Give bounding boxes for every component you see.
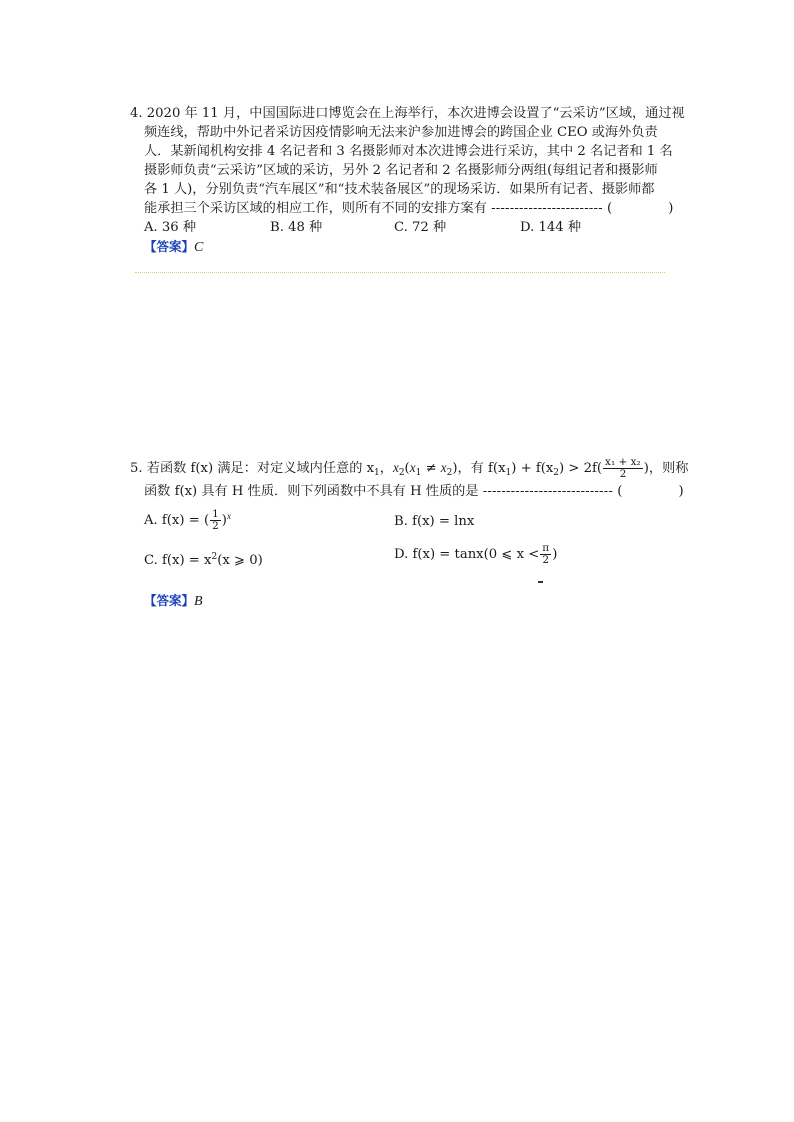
q4-text-4: 摄影师负责“云采访”区域的采访，另外 2 名记者和 2 名摄影师分两组(每组记者和摄影师 bbox=[144, 163, 658, 178]
q5-option-a-den: 2 bbox=[212, 520, 219, 532]
stray-mark bbox=[538, 581, 543, 583]
q5-option-d-num: π bbox=[542, 542, 550, 554]
q5-option-d bbox=[394, 543, 557, 566]
q4-option-c: C. 72 种 bbox=[394, 220, 447, 235]
q4-line-6 bbox=[130, 199, 674, 218]
q5-option-a-num: 1 bbox=[212, 508, 219, 520]
q4-line-4 bbox=[130, 161, 670, 180]
q5-line-1: 5. 若函数 f(x) 满足：对定义域内任意的 $x_1$，$x_2(x_1 \ne x_2)$，有 $f(x_1) + f(x_2) > 2f$( $\frac{\text{x₁ + x₂}}{2}$ )，则称 bbox=[130, 456, 689, 480]
question-4 bbox=[130, 104, 685, 256]
q4-text-1: 4. 2020 年 11 月，中国国际进口博览会在上海举行，本次进博会设置了“云采访”区域，通过视 bbox=[130, 106, 685, 121]
q4-line-1 bbox=[130, 104, 685, 123]
q4-line-2 bbox=[130, 123, 670, 142]
q5-option-c bbox=[144, 548, 263, 570]
q5-text-2: 函数 f(x) 具有 H 性质．则下列函数中不具有 H 性质的是 bbox=[144, 484, 479, 499]
q5-options-row-1 bbox=[130, 507, 670, 543]
q5-option-a-suffix: ) bbox=[221, 513, 227, 528]
q4-text-3: 人．某新闻机构安排 4 名记者和 3 名摄影师对本次进博会进行采访，其中 2 名记者和 1 名 bbox=[144, 144, 673, 159]
q5-option-a-exp: x bbox=[226, 511, 231, 521]
q5-option-d-den: 2 bbox=[542, 554, 550, 566]
q5-option-d-prefix: D. f(x) = tanx(0 ⩽ x < bbox=[394, 547, 540, 562]
q4-answer bbox=[130, 237, 670, 256]
q4-text-6: 能承担三个采访区域的相应工作，则所有不同的安排方案有 bbox=[144, 201, 487, 216]
q4-line-5 bbox=[130, 180, 670, 199]
q5-option-a bbox=[144, 507, 231, 532]
q4-answer-label: 【答案】 bbox=[144, 239, 195, 254]
q5-text-1b: ，有 f(x bbox=[457, 461, 506, 476]
q4-text-2: 频连线，帮助中外记者采访因疫情影响无法来沪参加进博会的跨国企业 CEO 或海外负责 bbox=[144, 125, 658, 140]
q5-text-1c: ) > 2f( bbox=[559, 461, 603, 476]
q4-paren-close: ) bbox=[668, 201, 674, 216]
q5-answer bbox=[144, 590, 203, 610]
q5-option-a-frac bbox=[210, 509, 221, 532]
q4-text-5: 各 1 人)，分别负责“汽车展区”和“技术装备展区”的现场采访．如果所有记者、摄影师都 bbox=[144, 182, 655, 197]
q5-option-c-exp: 2 bbox=[211, 552, 218, 562]
q5-option-d-suffix: ) bbox=[552, 547, 558, 562]
q5-dash-leader: ---------------------------- bbox=[482, 484, 614, 499]
q5-options-row-2 bbox=[130, 543, 670, 579]
q4-dash-leader: ------------------------ bbox=[491, 201, 603, 216]
q5-option-c-suffix: (x ⩾ 0) bbox=[217, 553, 263, 568]
q5-answer-label: 【答案】 bbox=[144, 593, 195, 608]
section-divider bbox=[135, 272, 665, 273]
q5-frac-num: x₁ + x₂ bbox=[605, 456, 641, 468]
q5-text-1d: )，则称 bbox=[643, 461, 689, 476]
q5-paren-close: ) bbox=[678, 484, 684, 499]
question-5 bbox=[130, 456, 689, 579]
q4-option-d: D. 144 种 bbox=[520, 220, 582, 235]
q4-options bbox=[130, 218, 670, 237]
q5-option-c-prefix: C. f(x) = x bbox=[144, 553, 212, 568]
q5-fraction bbox=[603, 457, 643, 480]
q5-text-1a: 5. 若函数 f(x) 满足：对定义域内任意的 x bbox=[130, 461, 375, 476]
q4-option-b: B. 48 种 bbox=[270, 220, 323, 235]
q5-option-a-prefix: A. f(x) = ( bbox=[144, 513, 210, 528]
q4-paren-open: ( bbox=[607, 201, 613, 216]
q5-answer-value: B bbox=[194, 594, 203, 609]
q5-line-2 bbox=[130, 482, 684, 501]
q5-paren-open: ( bbox=[617, 484, 623, 499]
q4-option-a: A. 36 种 bbox=[144, 220, 197, 235]
q4-line-3 bbox=[130, 142, 673, 161]
q5-frac-den: 2 bbox=[619, 468, 627, 480]
q5-option-b: B. f(x) = lnx bbox=[394, 514, 475, 529]
q5-option-d-frac bbox=[540, 543, 551, 566]
q4-answer-value: C bbox=[194, 240, 204, 255]
